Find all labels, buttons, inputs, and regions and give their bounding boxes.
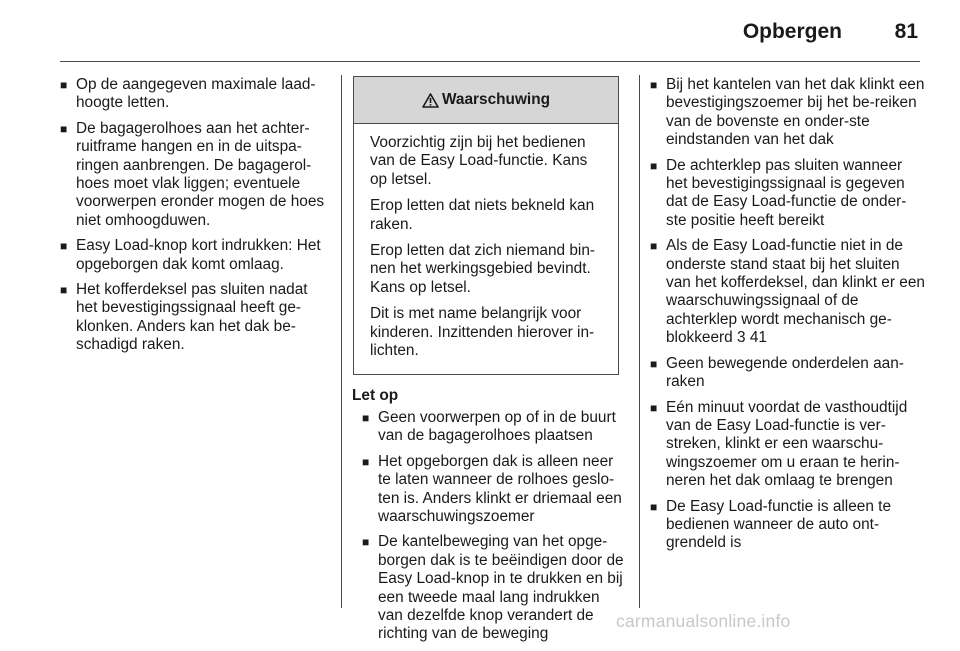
column-left [60,76,330,362]
bullet-icon: ■ [650,400,658,415]
bullet-icon: ■ [60,121,68,136]
list-item: ■ Eén minuut voordat de vasthoudtijd van de Easy Load-functie is ver-streken, klinkt er een waarschu-wingszoemer om u eraan te herin-neren het dak omlaag te brengen [650,398,908,490]
column-divider-left [341,75,342,608]
bullet-icon: ■ [650,239,658,254]
note-list [352,409,628,644]
list-item: ■ Op de aangegeven maximale laad-hoogte letten. [60,76,316,112]
list-item: ■ Geen bewegende onderdelen aan-raken [650,354,904,391]
warning-paragraph: Dit is met name belangrijk voor kinderen. Inzittenden hierover in-lichten. [370,305,595,360]
instruction-list [60,76,330,355]
warning-box [353,76,619,375]
warning-header [354,77,618,124]
warning-body [354,124,618,374]
list-item: ■ Het kofferdeksel pas sluiten nadat het bevestigingssignaal heeft ge-klonken. Anders kan het dak be-schadigd raken. [60,281,308,354]
bullet-icon: ■ [650,356,658,371]
warning-paragraph: Voorzichtig zijn bij het bedienen van de Easy Load-functie. Kans op letsel. [370,134,588,188]
bullet-icon: ■ [362,535,370,550]
warning-title: Waarschuwing [441,90,551,108]
bullet-icon: ■ [60,239,68,254]
list-item: ■ Geen voorwerpen op of in de buurt van de bagagerolhoes plaatsen [362,408,616,445]
page-title: Opbergen [742,20,842,43]
list-item: ■ De bagagerolhoes aan het achter-ruitframe hangen en in de uitspa-ringen aanbrengen. De bagagerol-hoes moet vlak liggen; eventuele voorwerpen eronder mogen de hoes niet omhoogduwen. [60,119,325,229]
column-divider-right [639,75,640,608]
column-right [650,76,926,560]
bullet-icon: ■ [362,410,370,425]
list-item: ■ Easy Load-knop kort indrukken: Het opgeborgen dak komt omlaag. [60,237,321,273]
warning-paragraph: Erop letten dat niets bekneld kan raken. [370,197,595,233]
bullet-icon: ■ [650,499,658,514]
bullet-icon: ■ [60,78,68,92]
list-item: ■ De achterklep pas sluiten wanneer het bevestigingssignaal is gegeven dat de Easy Load-functie de onder-ste positie heeft bereikt [650,156,907,229]
bullet-icon: ■ [362,454,370,469]
list-item: ■ Als de Easy Load-functie niet in de onderste stand staat bij het sluiten van het kofferdeksel, dan klinkt er een waarschuwingssignaal of de achterklep wordt mechanisch ge-blokkeerd 3 41 [650,237,925,347]
header-divider [60,61,920,62]
column-middle [352,76,628,651]
page-header [0,0,960,60]
watermark: carmanualsonline.info [616,611,791,631]
list-item: ■ De kantelbeweging van het opge-borgen dak is te beëindigen door de Easy Load-knop in te drukken en bij een tweede maal lang indrukken van dezelfde knop verandert de richting van de beweging [362,533,624,643]
warning-paragraph: Erop letten dat zich niemand bin-nen het werkingsgebied bevindt. Kans op letsel. [370,242,596,296]
bullet-icon: ■ [60,283,68,298]
bullet-icon: ■ [650,158,658,173]
bullet-icon: ■ [650,78,658,92]
list-item: ■ Het opgeborgen dak is alleen neer te laten wanneer de rolhoes geslo-ten is. Anders klinkt er driemaal een waarschuwingszoemer [362,452,622,525]
page-number: 81 [894,20,918,43]
list-item: ■ De Easy Load-functie is alleen te bedienen wanneer de auto ont-grendeld is [650,497,892,552]
note-title: Let op [352,387,399,405]
instruction-list [650,76,926,553]
list-item: ■ Bij het kantelen van het dak klinkt een bevestigingszoemer bij het be-reiken van de bovenste en onder-ste eindstanden van het dak [650,76,925,149]
warning-triangle-icon [422,93,439,108]
